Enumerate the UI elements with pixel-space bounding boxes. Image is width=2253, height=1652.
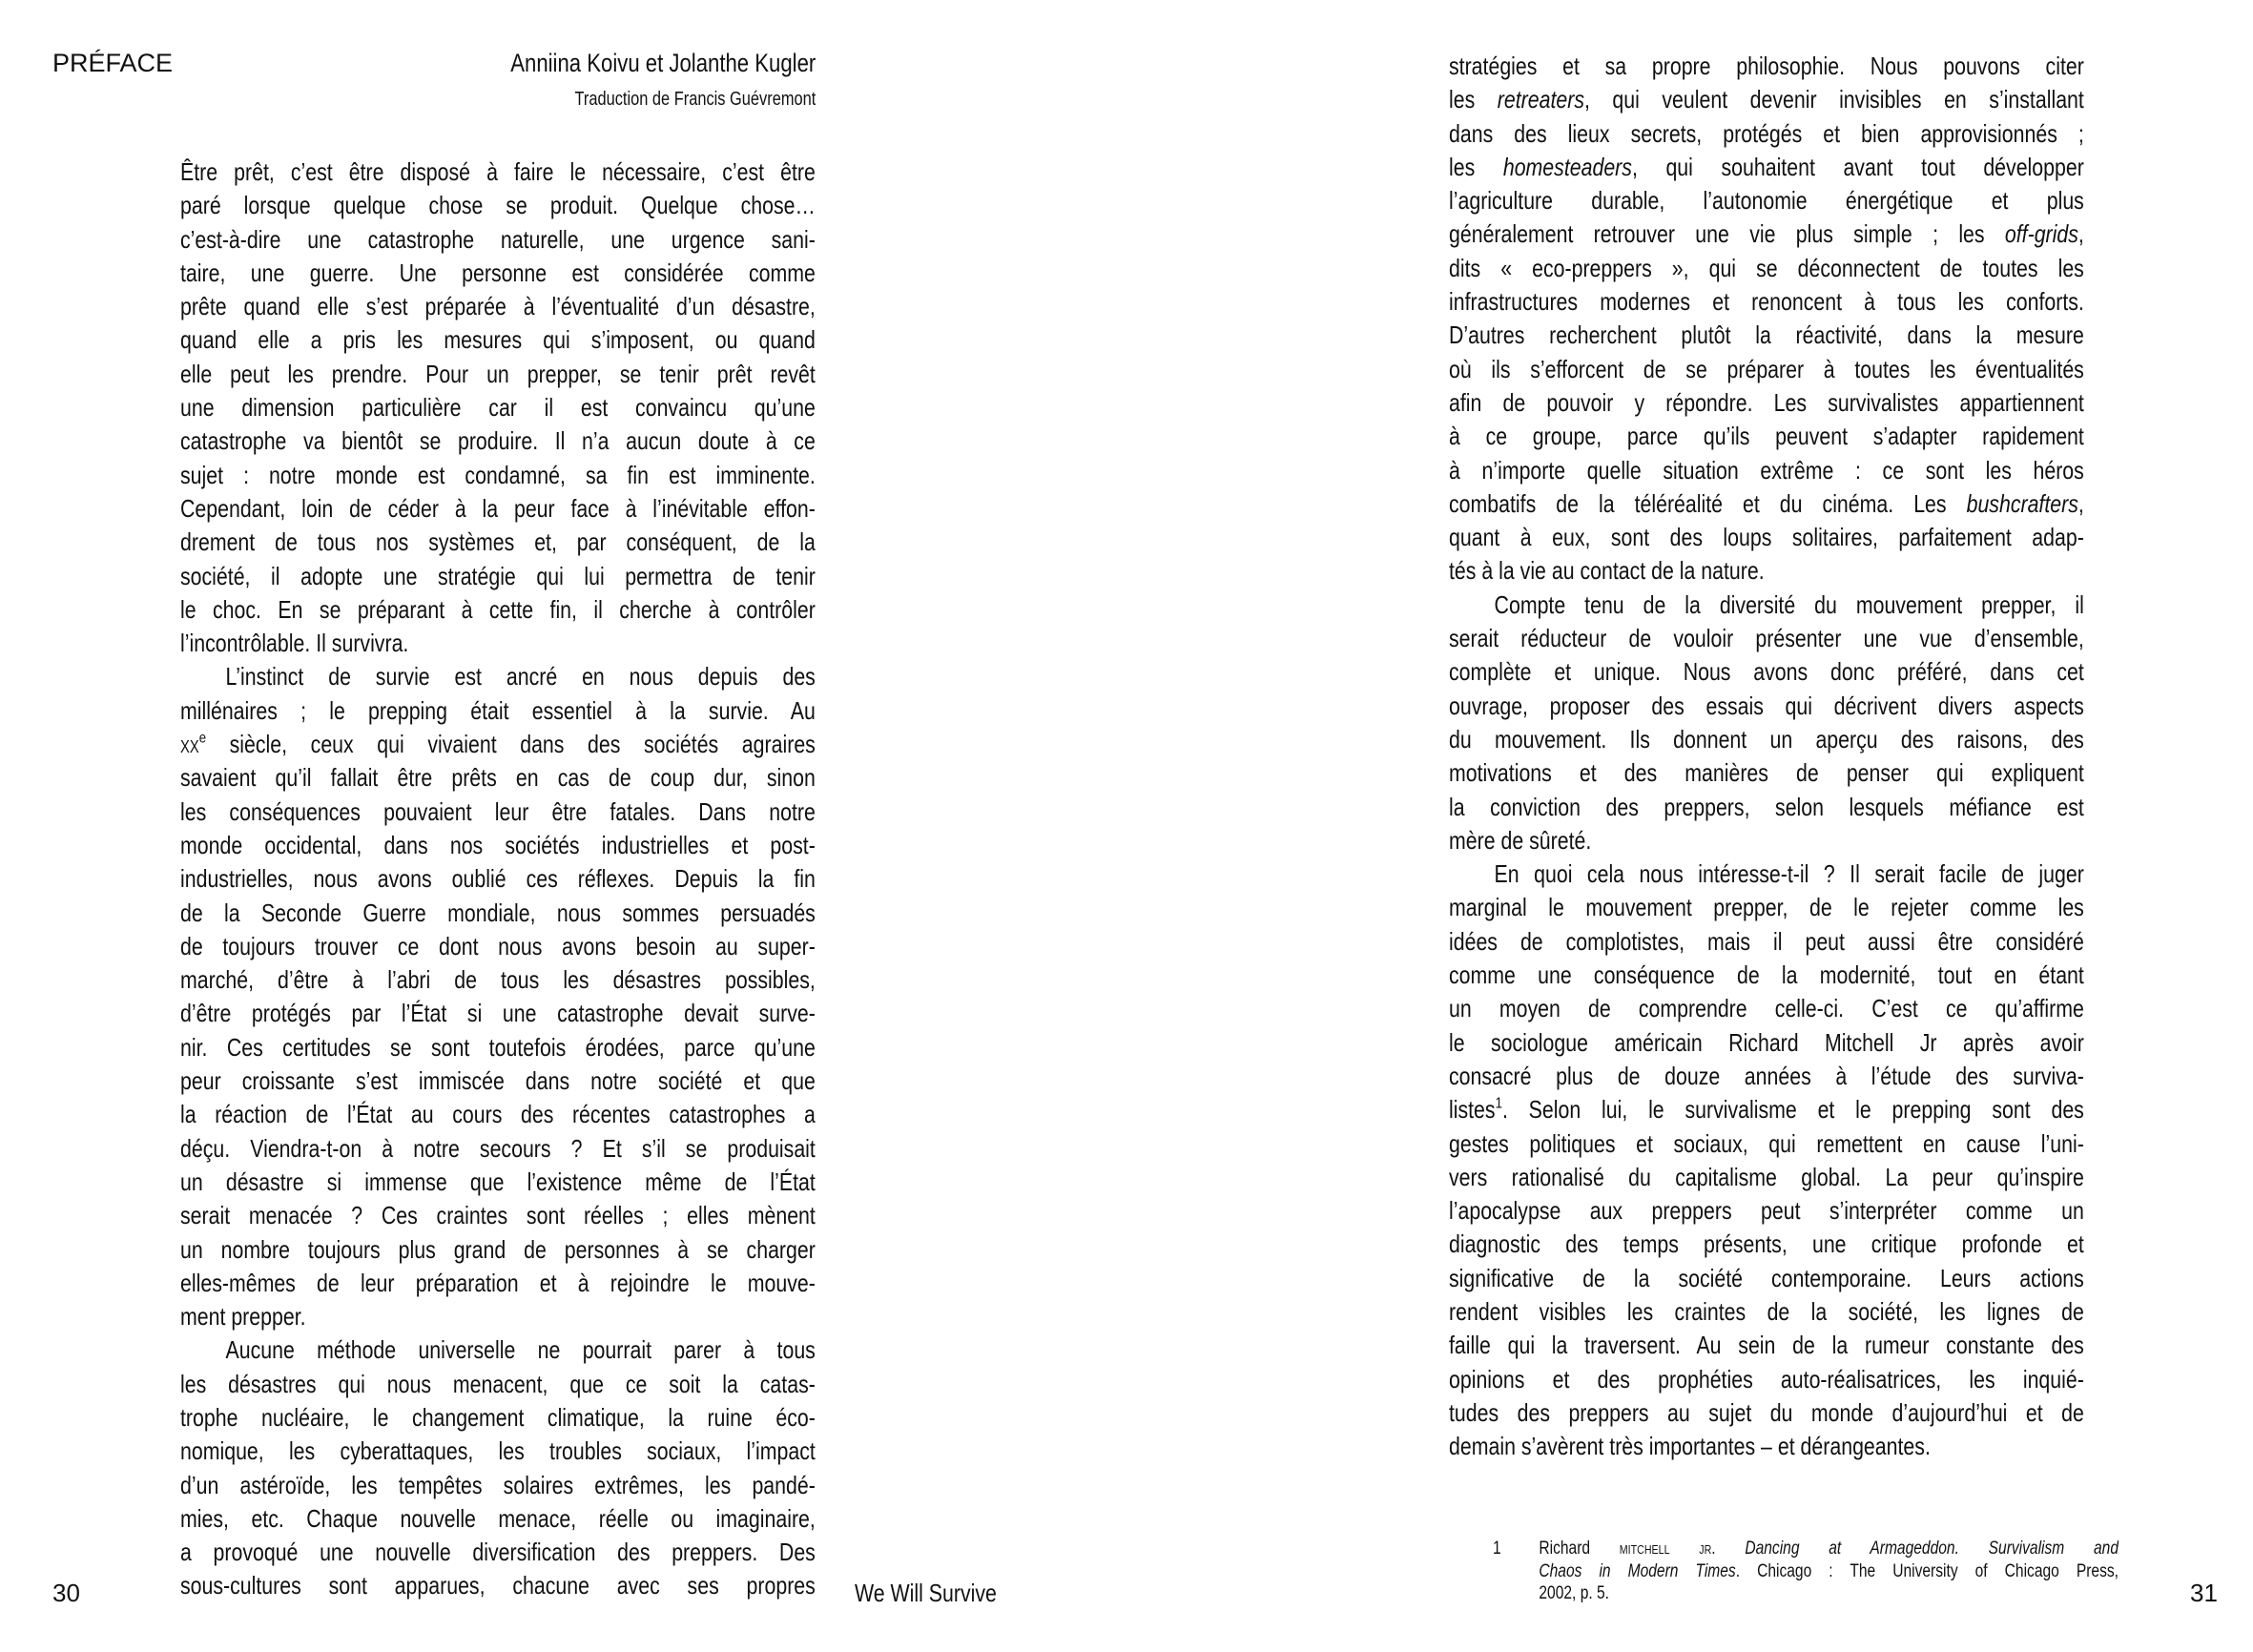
right-page-body	[1449, 50, 2084, 1463]
text-line: sous-cultures sont apparues, chacune avec ses propres	[180, 1571, 816, 1600]
text-line: nomique, les cyberattaques, les troubles sociaux, l’impact	[180, 1436, 816, 1466]
text-line: une dimension particulière car il est convaincu qu’une	[180, 393, 816, 423]
footnote	[1493, 1538, 2119, 1605]
text-line: infrastructures modernes et renoncent à tous les conforts.	[1449, 287, 2084, 317]
text-line: afin de pouvoir y répondre. Les survivalistes appartiennent	[1449, 387, 2084, 417]
italic-term: retreaters	[1497, 85, 1585, 114]
text-line: mère de sûreté.	[1449, 825, 1592, 855]
paragraph	[180, 155, 816, 660]
text-line: complète et unique. Nous avons donc préféré, dans cet	[1449, 657, 2084, 687]
paragraph	[1449, 50, 2084, 589]
italic-term: off-grids	[2004, 219, 2078, 249]
text-line	[1449, 151, 2084, 184]
paragraph	[180, 660, 816, 1333]
text-run: les	[1449, 85, 1498, 114]
footnote-number: 1	[1493, 1538, 1501, 1559]
italic-term: homesteaders	[1502, 152, 1632, 181]
text-line: prête quand elle s’est préparée à l’éventualité d’un désastre,	[180, 292, 816, 321]
text-run: ,	[2077, 219, 2084, 249]
text-line: où ils s’efforcent de se préparer à toutes les éventualités	[1449, 354, 2084, 383]
text-line: nir. Ces certitudes se sont toutefois érodées, parce qu’une	[180, 1032, 816, 1062]
text-line: un désastre si immense que l’existence même de l’État	[180, 1167, 816, 1196]
text-run: . Selon lui, le survivalisme et le prepping sont des	[1501, 1095, 2084, 1125]
text-run: Richard	[1539, 1538, 1620, 1559]
text-line: serait réducteur de vouloir présenter une vue d’ensemble,	[1449, 624, 2084, 653]
text-line: comme une conséquence de la modernité, tout en étant	[1449, 960, 2084, 990]
text-run: ,	[2077, 488, 2084, 518]
text-line: ment prepper.	[180, 1302, 306, 1332]
text-line: a provoqué une nouvelle diversification des preppers. Des	[180, 1538, 816, 1567]
text-line: peur croissante s’est immiscée dans notre société et que	[180, 1066, 816, 1096]
text-line: motivations et des manières de penser qui expliquent	[1449, 758, 2084, 788]
text-line: 2002, p. 5.	[1539, 1583, 1610, 1603]
text-line: les conséquences pouvaient leur être fatales. Dans notre	[180, 796, 816, 826]
text-line: D’autres recherchent plutôt la réactivité, dans la mesure	[1449, 320, 2084, 350]
text-line: à ce groupe, parce qu’ils peuvent s’adapter rapidement	[1449, 422, 2084, 451]
paragraph	[1449, 857, 2084, 1463]
text-line: du mouvement. Ils donnent un aperçu des raisons, des	[1449, 724, 2084, 754]
text-run: généralement retrouver une vie plus simple ; les	[1449, 219, 2005, 249]
text-line: déçu. Viendra-t-on à notre secours ? Et s’il se produisait	[180, 1133, 816, 1163]
text-line: idées de complotistes, mais il peut aussi être considéré	[1449, 926, 2084, 956]
text-run: , qui veulent devenir invisibles en s’installant	[1584, 85, 2084, 114]
text-line: quand elle a pris les mesures qui s’imposent, ou quand	[180, 325, 816, 355]
text-line: catastrophe va bientôt se produire. Il n’a aucun doute à ce	[180, 426, 816, 456]
text-line: demain s’avèrent très importantes – et dérangeantes.	[1449, 1432, 1931, 1461]
text-run: les	[1449, 152, 1503, 181]
text-line: de toujours trouver ce dont nous avons besoin au super-	[180, 931, 816, 960]
text-line	[1539, 1560, 2119, 1583]
text-line: Cependant, loin de céder à la peur face à l’inévitable effon-	[180, 493, 816, 523]
text-line: tudes des preppers au sujet du monde d’aujourd’hui et de	[1449, 1397, 2084, 1427]
text-run: listes	[1449, 1095, 1496, 1125]
text-line: rendent visibles les craintes de la société, les lignes de	[1449, 1296, 2084, 1326]
text-line	[1539, 1538, 2119, 1560]
text-line: sujet : notre monde est condamné, sa fin est imminente.	[180, 460, 816, 489]
text-line: diagnostic des temps présents, une critique profonde et	[1449, 1229, 2084, 1259]
text-line	[180, 728, 816, 761]
authors: Anniina Koivu et Jolanthe Kugler	[509, 49, 816, 77]
text-line: les désastres qui nous menacent, que ce soit la catas-	[180, 1369, 816, 1398]
text-line: l’incontrôlable. Il survivra.	[180, 629, 409, 658]
text-run: siècle, ceux qui vivaient dans des sociétés agraires	[206, 730, 816, 759]
left-page-body	[180, 155, 816, 1603]
text-line: le sociologue américain Richard Mitchell Jr après avoir	[1449, 1027, 2084, 1057]
text-line: à n’importe quelle situation extrême : ce sont les héros	[1449, 455, 2084, 485]
text-line: taire, une guerre. Une personne est considérée comme	[180, 258, 816, 287]
footnote-text	[1539, 1538, 2119, 1605]
text-line: millénaires ; le prepping était essentiel à la survie. Au	[180, 695, 816, 725]
text-line: société, il adopte une stratégie qui lui permettra de tenir	[180, 561, 816, 590]
text-line: gestes politiques et sociaux, qui remettent en cause l’uni-	[1449, 1128, 2084, 1158]
text-line: industrielles, nous avons oublié ces réflexes. Depuis la fin	[180, 864, 816, 894]
text-line: stratégies et sa propre philosophie. Nous pouvons citer	[1449, 52, 2084, 80]
text-line: quant à eux, sont des loups solitaires, parfaitement adap-	[1449, 523, 2084, 552]
italic-term: Dancing at Armageddon. Survivalism and	[1745, 1538, 2119, 1559]
text-run: , qui souhaitent avant tout développer	[1631, 152, 2084, 181]
paragraph	[180, 1333, 816, 1602]
text-line: elles-mêmes de leur préparation et à rejoindre le mouve-	[180, 1268, 816, 1297]
text-line: un moyen de comprendre celle-ci. C’est ce qu’affirme	[1449, 994, 2084, 1023]
text-line: paré lorsque quelque chose se produit. Quelque chose…	[180, 191, 816, 220]
text-line: Aucune méthode universelle ne pourrait parer à tous	[225, 1335, 816, 1365]
text-line: L’instinct de survie est ancré en nous depuis des	[225, 662, 816, 692]
text-line: serait menacée ? Ces craintes sont réelles ; elles mènent	[180, 1201, 816, 1230]
text-line: vers rationalisé du capitalisme global. La peur qu’inspire	[1449, 1162, 2084, 1191]
text-line	[1449, 83, 2084, 116]
text-line: monde occidental, dans nos sociétés industrielles et post-	[180, 830, 816, 859]
text-line: le choc. En se préparant à cette fin, il cherche à contrôler	[180, 594, 816, 624]
text-line	[1449, 1093, 2084, 1126]
text-run: xx	[180, 730, 199, 759]
text-line: la réaction de l’État au cours des récentes catastrophes a	[180, 1100, 816, 1129]
text-line: En quoi cela nous intéresse-t-il ? Il serait facile de juger	[1494, 859, 2084, 889]
text-run: mitchell jr	[1619, 1538, 1712, 1559]
superscript: e	[198, 729, 207, 747]
text-line: l’agriculture durable, l’autonomie énergétique et plus	[1449, 186, 2084, 216]
text-line: dits « eco-preppers », qui se déconnectent de toutes les	[1449, 253, 2084, 282]
text-line: elle peut les prendre. Pour un prepper, se tenir prêt revêt	[180, 359, 816, 388]
text-line: marginal le mouvement prepper, de le rejeter comme les	[1449, 893, 2084, 922]
italic-term: Chaos in Modern Times	[1539, 1560, 1736, 1581]
text-line: savaient qu’il fallait être prêts en cas de coup dur, sinon	[180, 763, 816, 793]
italic-term: bushcrafters	[1966, 488, 2078, 518]
text-line: tés à la vie au contact de la nature.	[1449, 556, 1765, 586]
paragraph	[1449, 589, 2084, 857]
text-line: mies, etc. Chaque nouvelle menace, réelle ou imaginaire,	[180, 1503, 816, 1533]
text-line: ouvrage, proposer des essais qui décrivent divers aspects	[1449, 691, 2084, 720]
text-line: la conviction des preppers, selon lesquels méfiance est	[1449, 792, 2084, 821]
text-line: un nombre toujours plus grand de personnes à se charger	[180, 1234, 816, 1264]
text-line: marché, d’être à l’abri de tous les désastres possibles,	[180, 965, 816, 995]
text-line: l’apocalypse aux preppers peut s’interpréter comme un	[1449, 1196, 2084, 1226]
text-line: drement de tous nos systèmes et, par conséquent, de la	[180, 527, 816, 557]
page-number-right: 31	[2190, 1579, 2218, 1607]
superscript: 1	[1495, 1094, 1502, 1112]
text-run: . Chicago : The University of Chicago Press,	[1735, 1560, 2119, 1581]
translator-credit: Traduction de Francis Guévremont	[574, 89, 816, 110]
text-line: Être prêt, c’est être disposé à faire le nécessaire, c’est être	[180, 157, 816, 186]
text-line: d’un astéroïde, les tempêtes solaires extrêmes, les pandé-	[180, 1470, 816, 1499]
text-line: opinions et des prophéties auto-réalisatrices, les inquié-	[1449, 1364, 2084, 1394]
page-number-left: 30	[52, 1579, 80, 1607]
text-line	[1449, 487, 2084, 521]
text-run: combatifs de la téléréalité et du cinéma. Les	[1449, 488, 1967, 518]
text-line: faille qui la traversent. Au sein de la rumeur constante des	[1449, 1331, 2084, 1360]
text-line: significative de la société contemporaine. Leurs actions	[1449, 1263, 2084, 1292]
text-line: c’est-à-dire une catastrophe naturelle, une urgence sani-	[180, 224, 816, 254]
text-line: consacré plus de douze années à l’étude des surviva-	[1449, 1061, 2084, 1090]
text-line: de la Seconde Guerre mondiale, nous sommes persuadés	[180, 898, 816, 927]
text-line: d’être protégés par l’État si une catastrophe devait surve-	[180, 999, 816, 1028]
text-run: .	[1711, 1538, 1746, 1559]
running-title: We Will Survive	[855, 1579, 997, 1607]
section-title: PRÉFACE	[52, 49, 174, 77]
text-line: trophe nucléaire, le changement climatique, la ruine éco-	[180, 1402, 816, 1432]
text-line: Compte tenu de la diversité du mouvement prepper, il	[1494, 589, 2084, 619]
text-line	[1449, 217, 2084, 251]
text-line: dans des lieux secrets, protégés et bien approvisionnés ;	[1449, 118, 2084, 148]
